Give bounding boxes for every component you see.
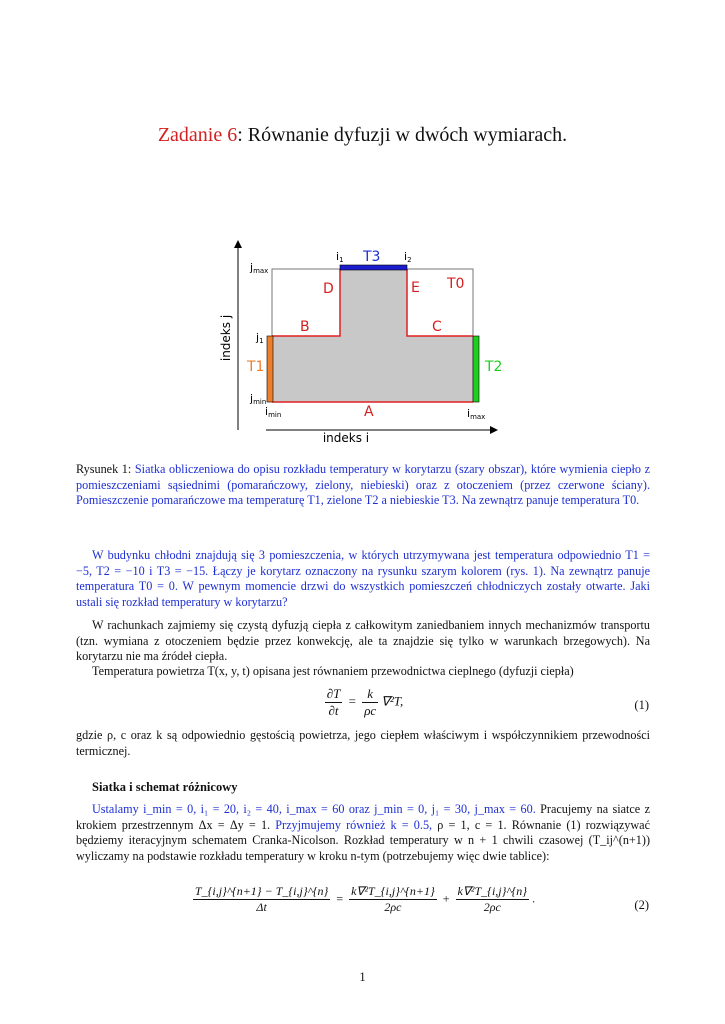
grid-params: Ustalamy i_min = 0, i₁ = 20, i₂ = 40, i_max = 60 oraz j_min = 0, j₁ = 30, j_max = 60. bbox=[92, 802, 536, 816]
y-axis-arrow bbox=[234, 240, 242, 248]
eq1-tail: ∇²T, bbox=[381, 693, 404, 709]
label-A: A bbox=[364, 404, 374, 420]
paragraph-transport: W rachunkach zajmiemy się czystą dyfuzją ciepła z całkowitym zaniedbaniem innych mechanizmów transportu (tzn. wymiana z otoczeniem będzie przez konwekcję, ale ta znajdzie się tylko w warunkach brzegowych). Na korytarzu nie ma źródeł ciepła. bbox=[76, 618, 650, 664]
label-imin: imin bbox=[265, 405, 282, 419]
label-i2: i2 bbox=[404, 250, 412, 264]
caption-label: Rysunek 1: bbox=[76, 462, 132, 476]
x-axis-arrow bbox=[490, 426, 498, 434]
eq2-r2-num: k∇²T_{i,j}^{n} bbox=[457, 884, 528, 898]
eq2-lhs-den: Δt bbox=[256, 900, 267, 914]
title-text: : Równanie dyfuzji w dwóch wymiarach. bbox=[237, 124, 568, 146]
eq2-r1-den: 2ρc bbox=[384, 900, 402, 914]
section-heading: Siatka i schemat różnicowy bbox=[92, 780, 238, 794]
page-title bbox=[0, 124, 725, 147]
paragraph-temperature: Temperatura powietrza T(x, y, t) opisana jest równaniem przewodnictwa cieplnego (dyfuzji ciepła) bbox=[92, 664, 574, 678]
grid-step: Pracujemy na siatce z krokiem przestrzennym Δx = Δy = 1. bbox=[76, 802, 650, 832]
x-axis-title: indeks i bbox=[322, 431, 370, 445]
grid-scheme: ρ = 1, c = 1. Równanie (1) rozwiązywać będziemy iteracyjnym schematem Cranka-Nicolson. Rozkład temperatury w n + 1 chwili czasowej (T_ij^(n+1)) wyliczamy na podstawie rozkładu temperatury w kroku n-tym (potrzebujemy więc dwie tablice): bbox=[76, 817, 650, 863]
label-imax: imax bbox=[467, 407, 486, 421]
eq2-r1-num: k∇²T_{i,j}^{n+1} bbox=[351, 884, 435, 898]
paragraph-symbols: gdzie ρ, c oraz k są odpowiednio gęstością powietrza, jego ciepłem właściwym i współczynnikiem przewodności termicznej. bbox=[76, 728, 650, 758]
eq1-lhs-den: ∂t bbox=[328, 703, 339, 718]
eq1-rhs-num: k bbox=[362, 686, 378, 703]
title-task-number: Zadanie 6 bbox=[157, 124, 238, 146]
label-T0: T0 bbox=[447, 276, 465, 292]
label-jmax: jmax bbox=[250, 261, 269, 275]
label-D: D bbox=[323, 281, 334, 297]
label-i1: i1 bbox=[336, 250, 344, 264]
y-axis-title: indeks j bbox=[219, 314, 233, 362]
eq1-lhs-num: ∂T bbox=[326, 686, 341, 701]
label-E: E bbox=[411, 280, 420, 296]
grid-k: Przyjmujemy również k = 0.5, bbox=[275, 817, 433, 832]
equation-1-number: (1) bbox=[634, 698, 649, 712]
label-T1: T1 bbox=[247, 359, 265, 375]
label-C: C bbox=[432, 319, 442, 335]
equation-2: $\frac{T\_\{i,j\}\^{}\{n+1\} - T\_\{i,j\}\^{}\{n\}}{\Delta t}$ = $\frac{\text{k∇²T\_\{i,j\}\textasciicircum{}\{n+1\}}}{2\rho c}$ + $\frac{\text{k∇²T\_\{i,j\}\textasciicircum{}\{n\}}}{2\rho c}$ . bbox=[194, 884, 536, 914]
caption-text: Siatka obliczeniowa do opisu rozkładu temperatury w korytarzu (szary obszar), które wymienia ciepło z pomieszczeniami sąsiednimi (pomarańczowy, zielony, niebieski) oraz z otoczeniem (przez czerwone ściany). Pomieszczenie pomarańczowe ma temperaturę T1, zielone T2 a niebieskie T3. Na zewnątrz panuje temperatura T0. bbox=[76, 462, 650, 508]
eq1-rhs-den: ρc bbox=[364, 703, 377, 718]
room-T1-bar bbox=[267, 336, 273, 402]
room-T3-bar bbox=[340, 265, 407, 270]
eq2-r2-den: 2ρc bbox=[483, 900, 501, 914]
page-number: 1 bbox=[359, 970, 366, 984]
label-jmin: jmin bbox=[250, 392, 267, 406]
figure-caption bbox=[76, 462, 650, 509]
equation-1: $\frac{\partial T}{\partial t}$ = $\frac{k}{\rho c}$ ∇²T, bbox=[326, 686, 404, 718]
room-T2-bar bbox=[473, 336, 479, 402]
intro-paragraph: W budynku chłodni znajdują się 3 pomieszczenia, w których utrzymywana jest temperatura odpowiednio T1 = −5, T2 = −10 i T3 = −15. Łączy je korytarz oznaczony na rysunku szarym kolorem (rys. 1). Na zewnątrz panuje temperatura T0 = 0. W pewnym momencie drzwi do wszystkich pomieszczeń chłodniczych zostały otwarte. Jaki ustali się rozkład temperatury w korytarzu? bbox=[76, 548, 650, 609]
label-T3: T3 bbox=[363, 249, 381, 265]
paragraph-grid bbox=[76, 802, 650, 864]
label-B: B bbox=[300, 319, 310, 335]
label-j1: j1 bbox=[256, 331, 264, 345]
eq2-lhs-num: T_{i,j}^{n+1} − T_{i,j}^{n} bbox=[194, 884, 329, 898]
label-T2: T2 bbox=[485, 359, 503, 375]
equation-2-number: (2) bbox=[634, 898, 649, 912]
grid-figure bbox=[210, 240, 510, 450]
